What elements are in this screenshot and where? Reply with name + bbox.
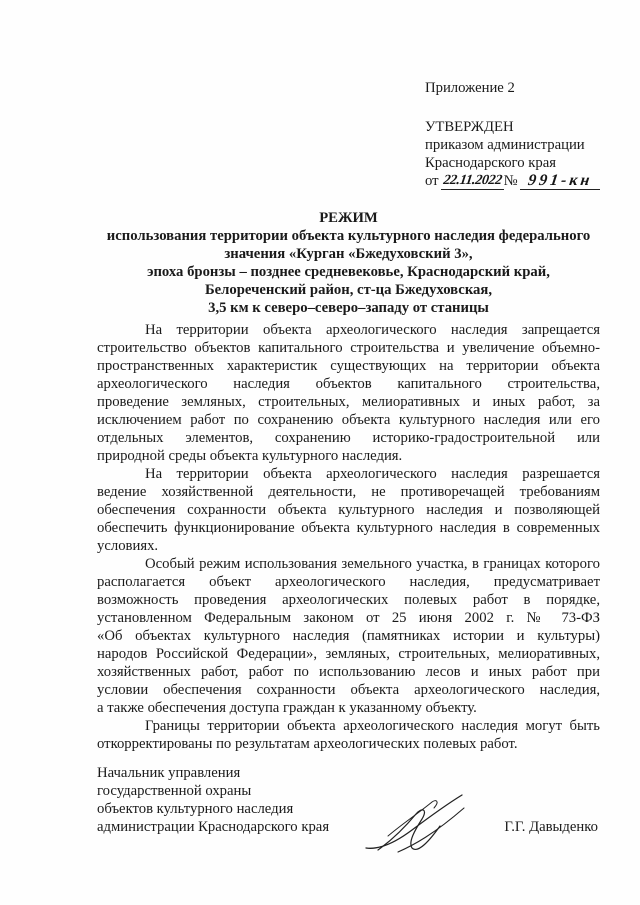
- signatory-position: [97, 764, 357, 836]
- order-line: приказом администрации: [425, 137, 585, 153]
- paragraph-line: возможность проведения археологических полевых работ в порядке,: [97, 592, 600, 608]
- paragraph-line: На территории объекта археологического наследия запрещается: [145, 322, 600, 338]
- title-line: значения «Курган «Бжедуховский 3»,: [224, 246, 473, 262]
- date-prefix: от: [425, 173, 439, 189]
- title-line: эпоха бронзы – позднее средневековье, Краснодарский край,: [147, 264, 550, 280]
- order-date-number: [425, 172, 600, 190]
- date-blank: [441, 174, 504, 190]
- signatory-position-line: объектов культурного наследия: [97, 801, 294, 817]
- document-title: [97, 209, 600, 317]
- paragraph-line: отдельных элементов, сохранению историко-градостроительной или: [97, 430, 600, 446]
- signatory-position-line: администрации Краснодарского края: [97, 819, 330, 835]
- approved-label: УТВЕРЖДЕН: [425, 119, 514, 135]
- paragraph: [97, 555, 600, 717]
- handwritten-number: 991-кн: [526, 172, 594, 189]
- signatory-position-line: Начальник управления: [97, 765, 241, 781]
- paragraph-line: строительство объектов капитального строительства и увеличение объемно-: [97, 340, 600, 356]
- paragraph-line: установленном Федеральным законом от 25 июня 2002 г. № 73-ФЗ: [97, 610, 600, 626]
- number-sign: №: [503, 173, 518, 189]
- paragraph-line: хозяйственных работ, работ по использованию лесов и иных работ при: [97, 664, 600, 680]
- signatory-name-text: Г.Г. Давыденко: [504, 819, 598, 835]
- appendix-text: Приложение 2: [425, 80, 515, 96]
- appendix-label: [425, 79, 515, 97]
- title-heading: РЕЖИМ: [319, 210, 378, 226]
- paragraph-line: На территории объекта археологического наследия разрешается: [145, 466, 600, 482]
- paragraph-line: ведение хозяйственной деятельности, не противоречащей требованиям: [97, 484, 600, 500]
- number-blank: [520, 174, 600, 190]
- signatory-name: [470, 818, 598, 836]
- paragraph: [97, 321, 600, 465]
- title-line: 3,5 км к северо–северо–западу от станицы: [208, 300, 489, 316]
- paragraph: [97, 465, 600, 555]
- title-line: использования территории объекта культурного наследия федерального: [106, 228, 591, 244]
- paragraph-line: располагается объект археологического наследия, предусматривает: [97, 574, 600, 590]
- paragraph-line: а также обеспечения доступа граждан к указанному объекту.: [97, 700, 477, 716]
- paragraph-line: Особый режим использования земельного участка, в границах которого: [145, 556, 600, 572]
- title-line: Белореченский район, ст-ца Бжедуховская,: [204, 282, 493, 298]
- paragraph-line: народов Российской Федерации», земляных, строительных, мелиоративных,: [97, 646, 600, 662]
- paragraph-line: обеспечить функционирование объекта культурного наследия в современных: [97, 520, 600, 536]
- paragraph-line: Границы территории объекта археологического наследия могут быть: [145, 718, 600, 734]
- paragraph-line: обеспечения сохранности объекта культурного наследия и позволяющей: [97, 502, 600, 518]
- approval-block: [425, 118, 600, 190]
- paragraph-line: откорректированы по результатам археологических полевых работ.: [97, 736, 518, 752]
- signatory-position-line: государственной охраны: [97, 783, 252, 799]
- paragraph-line: проведение земляных, строительных, мелиоративных и иных работ, за: [97, 394, 600, 410]
- paragraph-line: археологического наследия объектов капитального строительства,: [97, 376, 600, 392]
- order-line: Краснодарского края: [425, 155, 556, 171]
- paragraph: [97, 717, 600, 753]
- paragraph-line: пространственных характеристик существующих на территории объекта: [97, 358, 600, 374]
- handwritten-signature: [362, 790, 466, 854]
- document-body: [97, 321, 600, 753]
- paragraph-line: условии обеспечения сохранности объекта археологического наследия,: [97, 682, 600, 698]
- handwritten-date: 22.11.2022: [441, 173, 503, 188]
- paragraph-line: исключением работ по сохранению объекта культурного наследия или его: [97, 412, 600, 428]
- paragraph-line: «Об объектах культурного наследия (памятниках истории и культуры): [97, 628, 600, 644]
- paragraph-line: условиях.: [97, 538, 159, 554]
- paragraph-line: природной среды объекта культурного наследия.: [97, 448, 403, 464]
